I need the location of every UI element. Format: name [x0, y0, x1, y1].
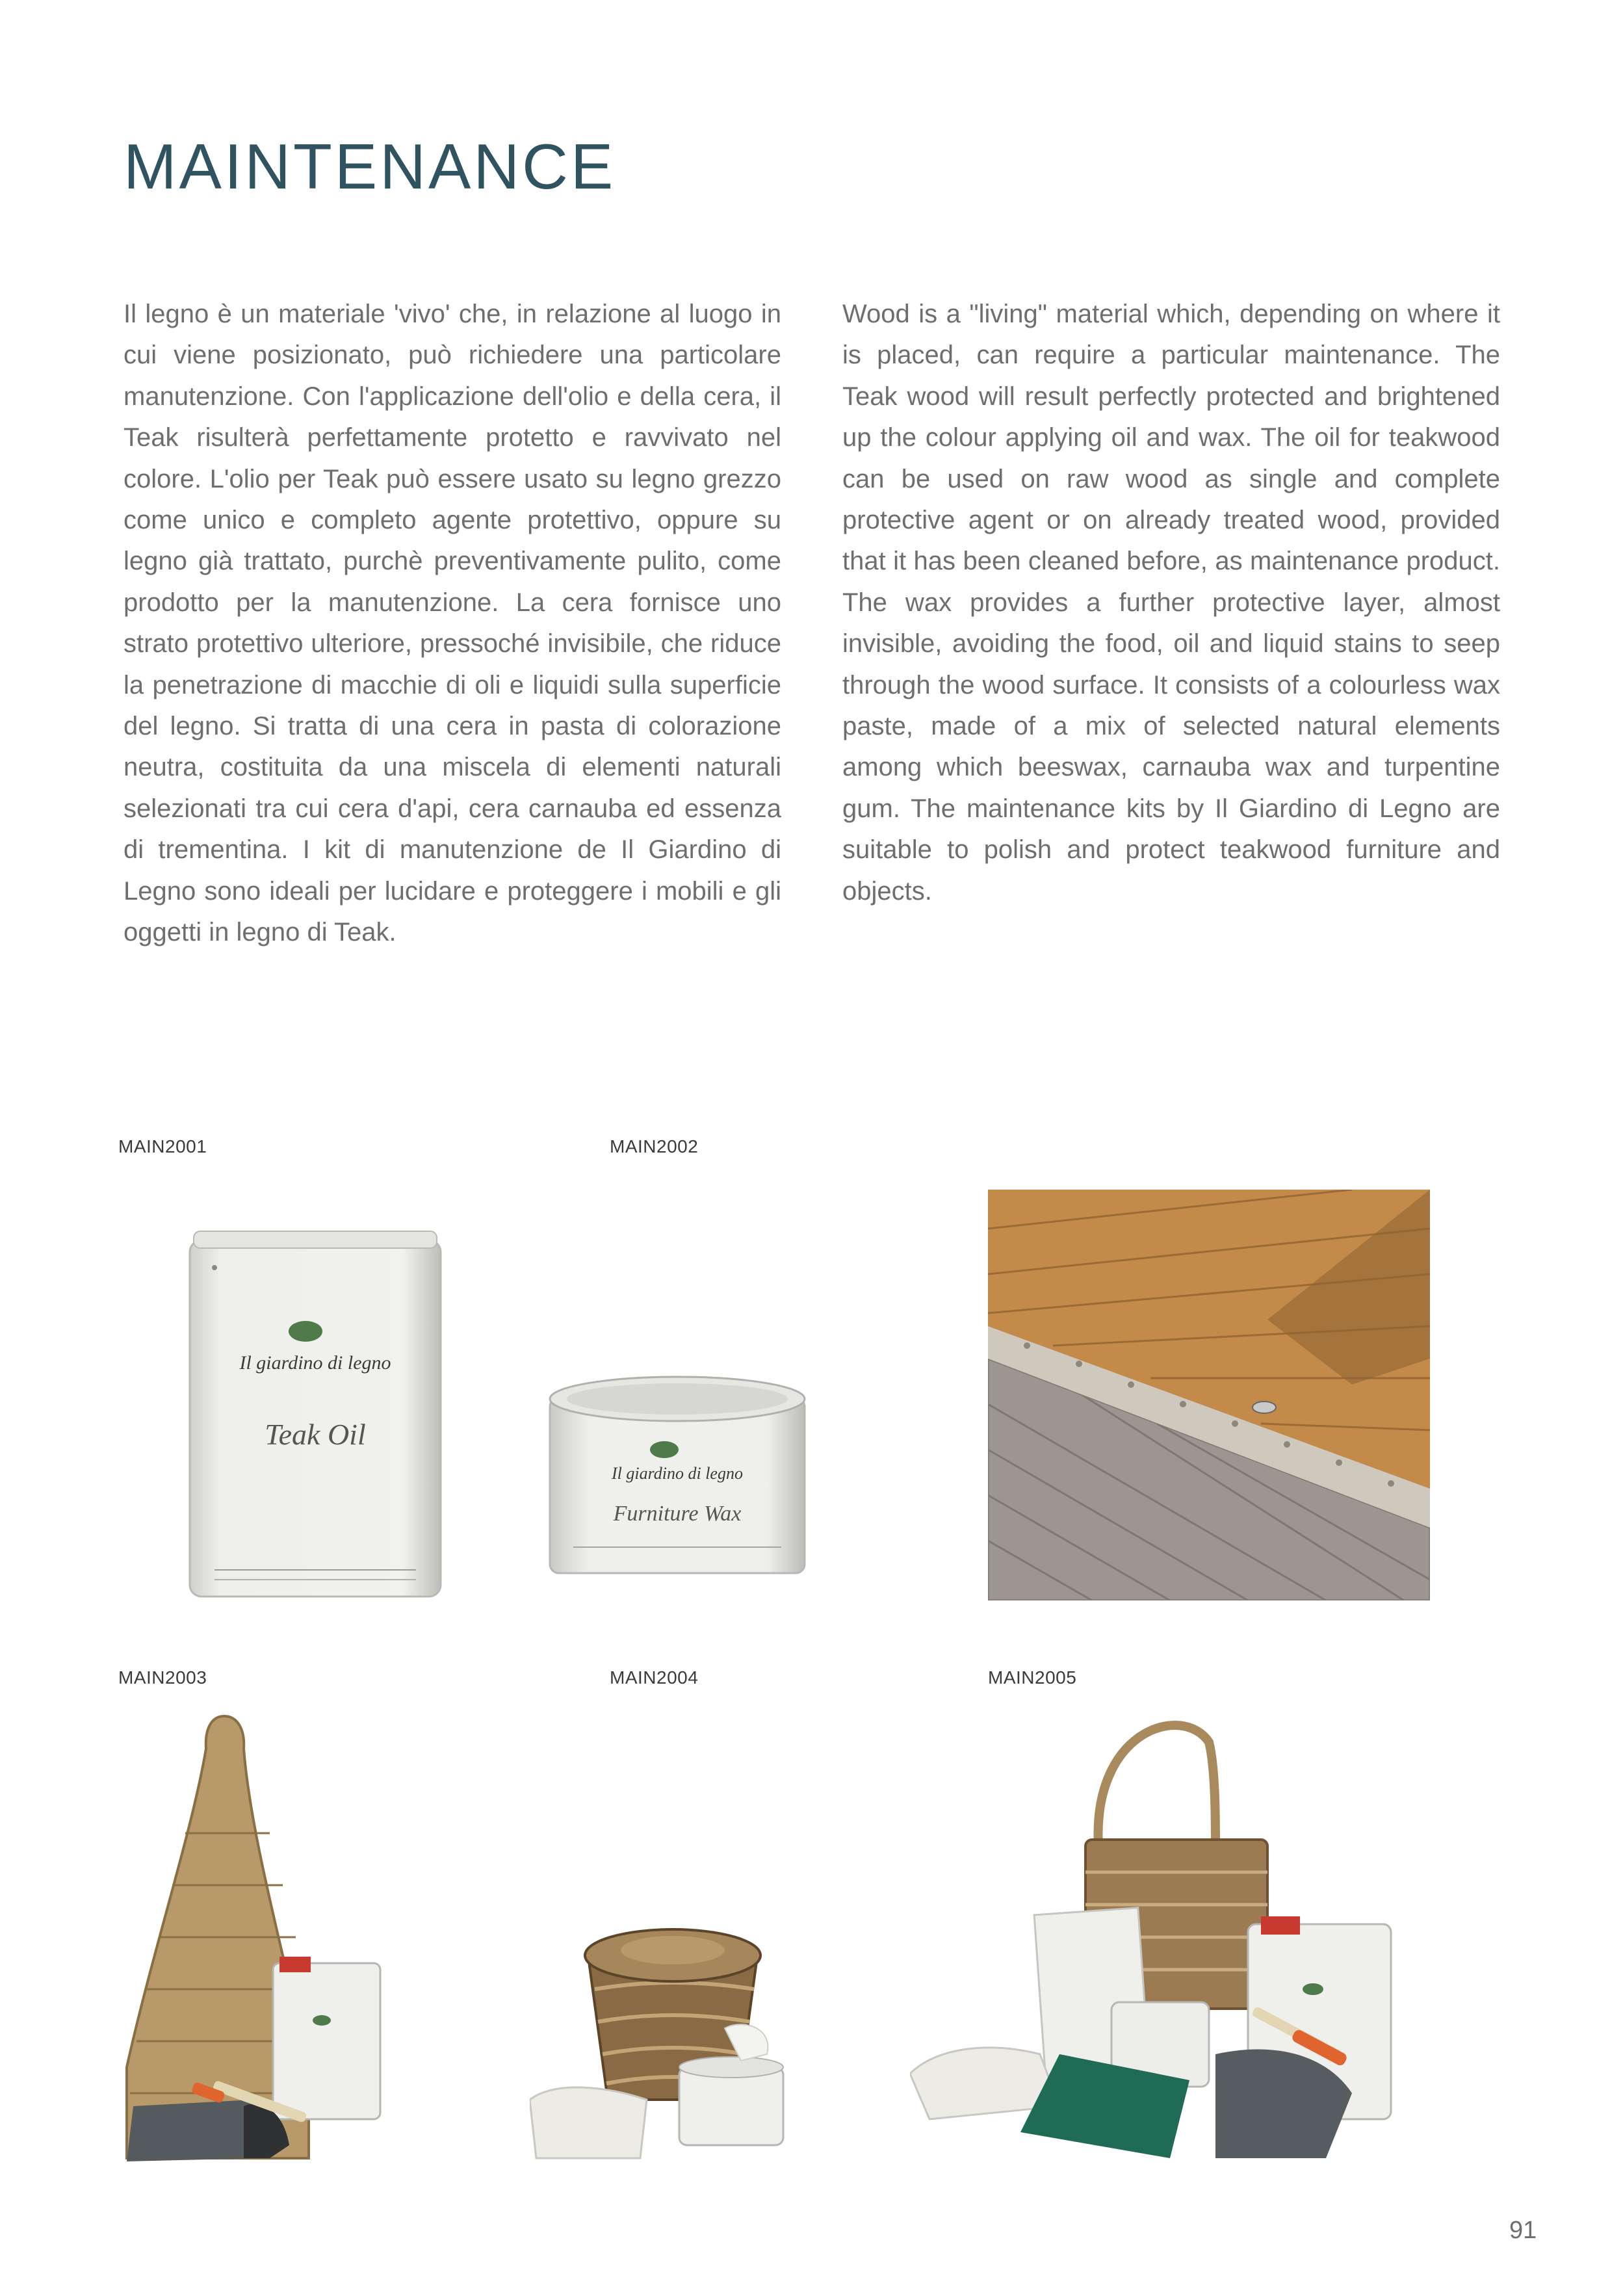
furniture-wax-tin-image: [547, 1372, 807, 1580]
english-description: Wood is a "living" material which, depending on where it is placed, can require a particular maintenance. The Teak wood will result perfectly protected and brightened up the colour applying oil and wax. The oil for teakwood can be used on raw wood as single and complete protective agent or on already treated wood, provided that it has been cleaned before, as maintenance product. The wax provides a further protective layer, almost invisible, avoiding the food, oil and liquid stains to seep through the wood surface. It consists of a colourless wax paste, made of a mix of selected natural elements among which beeswax, carnauba wax and turpentine gum. The maintenance kits by Il Giardino di Legno are suitable to polish and protect teakwood furniture and objects.: [842, 300, 1500, 906]
teak-oil-brand: Il giardino di legno: [239, 1352, 391, 1374]
leaf-logo-icon: [1303, 1983, 1323, 1995]
product-code-main2002: MAIN2002: [610, 1136, 699, 1156]
leaf-logo-icon: [650, 1441, 679, 1458]
furniture-wax-label: Furniture Wax: [613, 1502, 742, 1526]
leaf-logo-icon: [313, 2015, 331, 2026]
page-title: MAINTENANCE: [123, 131, 616, 202]
furniture-wax-brand: Il giardino di legno: [612, 1464, 743, 1483]
kit-bell-basket-image: [114, 1703, 387, 2171]
leaf-logo-icon: [289, 1321, 322, 1342]
product-code-main2004: MAIN2004: [610, 1667, 699, 1688]
teak-oil-label: Teak Oil: [265, 1418, 366, 1451]
product-code-main2005: MAIN2005: [988, 1667, 1077, 1688]
italian-description: Il legno è un materiale 'vivo' che, in relazione al luogo in cui viene posizionato, può richiedere una particolare manutenzione. Con l'applicazione dell'olio e della cera, il Teak risulterà perfettamente protetto e ravvivato nel colore. L'olio per Teak può essere usato su legno grezzo come unico e completo agente protettivo, oppure su legno già trattato, purchè preventivamente pulito, come prodotto per la manutenzione. La cera fornisce uno strato protettivo ulteriore, pressoché invisibile, che riduce la penetrazione di macchie di oli e liquidi sulla superficie del legno. Si tratta di una cera in pasta di colorazione neutra, costituita da una miscela di elementi naturali selezionati tra cui cera d'api, cera carnauba ed essenza di trementina. I kit di manutenzione de Il Giardino di Legno sono ideali per lucidare e proteggere i mobili e gli oggetti in legno di Teak.: [123, 300, 781, 947]
page-number: 91: [1509, 2217, 1537, 2244]
kit-handled-basket-image: [910, 1690, 1527, 2178]
teak-decking-photo: [988, 1190, 1430, 1600]
product-code-main2003: MAIN2003: [118, 1667, 207, 1688]
teak-oil-tin-image: [188, 1229, 442, 1599]
kit-round-basket-image: [530, 1905, 819, 2161]
product-code-main2001: MAIN2001: [118, 1136, 207, 1156]
